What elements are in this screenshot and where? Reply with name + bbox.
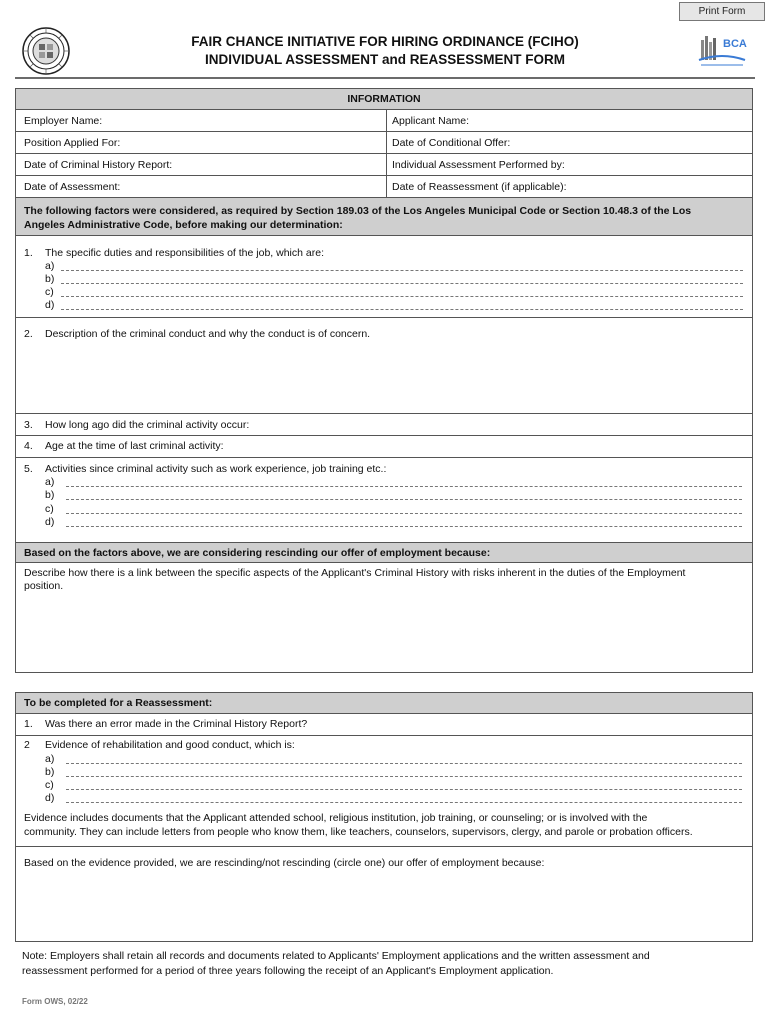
job-duty-line-b[interactable]: [61, 283, 743, 284]
evidence-description: Evidence includes documents that the Applicant attended school, religious institution, job training, or counseling; or is involved with the: [24, 812, 648, 824]
factors-header: The following factors were considered, as required by Section 189.03 of the Los Angeles Municipal Code or Section 10.48.3 of the Los Angeles Administrative Code, before making our determination:: [16, 197, 752, 236]
conditional-offer-date-field[interactable]: Date of Conditional Offer:: [392, 137, 511, 149]
header-divider: [15, 77, 755, 79]
activity-line-b[interactable]: [66, 499, 742, 500]
criminal-conduct-field[interactable]: Description of the criminal conduct and why the conduct is of concern.: [45, 328, 371, 340]
retention-note: Note: Employers shall retain all records and documents related to Applicants' Employment applications and the written assessment and: [22, 950, 650, 962]
job-duty-line-c[interactable]: [61, 296, 743, 297]
evidence-line-c[interactable]: [66, 789, 742, 790]
activity-line-c[interactable]: [66, 513, 742, 514]
assessment-performed-by-field[interactable]: Individual Assessment Performed by:: [392, 159, 565, 171]
position-applied-field[interactable]: Position Applied For:: [24, 137, 121, 149]
job-duties-label: The specific duties and responsibilities of the job, which are:: [45, 247, 324, 259]
how-long-ago-field[interactable]: How long ago did the criminal activity occur:: [45, 419, 250, 431]
applicant-name-field[interactable]: Applicant Name:: [392, 115, 470, 127]
decision-field[interactable]: Based on the evidence provided, we are rescinding/not rescinding (circle one) our offer of employment because:: [24, 857, 545, 869]
bca-logo: BCA: [697, 30, 747, 70]
rescind-header: Based on the factors above, we are considering rescinding our offer of employment because:: [16, 542, 752, 563]
rehabilitation-evidence-label: Evidence of rehabilitation and good conduct, which is:: [45, 739, 295, 751]
activity-line-d[interactable]: [66, 526, 742, 527]
form-number: Form OWS, 02/22: [22, 997, 88, 1006]
form-title-line2: INDIVIDUAL ASSESSMENT and REASSESSMENT FORM: [204, 52, 566, 67]
job-duty-line-a[interactable]: [61, 270, 743, 271]
evidence-line-a[interactable]: [66, 763, 742, 764]
assessment-section: INFORMATION Employer Name: Applicant Name: Position Applied For: Date of Conditional Offer: Date of Criminal History Report: Individual Assessment Performed by: Date of Assessment: Date of Reassessment (if applicable): The following factors were considered, as required by Section 189.03 of the Los Angeles Municipal Code or Section 10.48.3 of the Los Angeles Administrative Code, before making our determination: 1. The specific duties and responsibilities of the job, which are: a) b) c) d) 2. Description of the criminal conduct and why the conduct is of concern. 3. How long ago did the criminal activity occur: 4. Age at the time of last criminal activity: 5. Activities since criminal activity such as work experience, job training etc.: a) b) c) d) Based on the factors above, we are considering rescinding our offer of employment because: Describe how there is a link between the specific aspects of the Applicant's Criminal History with risks inherent in the duties of the Employment position.: [15, 88, 753, 673]
rescind-description-field[interactable]: Describe how there is a link between the specific aspects of the Applicant's Criminal History with risks inherent in the duties of the Employment: [24, 567, 686, 579]
age-at-activity-field[interactable]: Age at the time of last criminal activity:: [45, 440, 224, 452]
information-header: INFORMATION: [16, 89, 752, 109]
city-seal-logo: [22, 27, 70, 75]
activity-line-a[interactable]: [66, 486, 742, 487]
evidence-line-b[interactable]: [66, 776, 742, 777]
activities-label: Activities since criminal activity such as work experience, job training etc.:: [45, 463, 387, 475]
evidence-line-d[interactable]: [66, 802, 742, 803]
job-duty-line-d[interactable]: [61, 309, 743, 310]
reassessment-date-field[interactable]: Date of Reassessment (if applicable):: [392, 181, 567, 193]
print-form-button[interactable]: Print Form: [679, 2, 765, 21]
error-in-report-field[interactable]: Was there an error made in the Criminal History Report?: [45, 718, 308, 730]
reassessment-section: To be completed for a Reassessment: 1. Was there an error made in the Criminal History Report? 2 Evidence of rehabilitation and good conduct, which is: a) b) c) d) Evidence includes documents that the Applicant attended school, religious institution, job training, or counseling; or is involved with the community. They can include letters from people who know them, like teachers, counselors, supervisors, clergy, and parole or probation officers. Based on the evidence provided, we are rescinding/not rescinding (circle one) our offer of employment because:: [15, 692, 753, 942]
reassessment-header: To be completed for a Reassessment:: [16, 693, 752, 713]
criminal-history-report-date-field[interactable]: Date of Criminal History Report:: [24, 159, 173, 171]
employer-name-field[interactable]: Employer Name:: [24, 115, 103, 127]
form-title-line1: FAIR CHANCE INITIATIVE FOR HIRING ORDINANCE (FCIHO): [191, 34, 579, 49]
assessment-date-field[interactable]: Date of Assessment:: [24, 181, 121, 193]
